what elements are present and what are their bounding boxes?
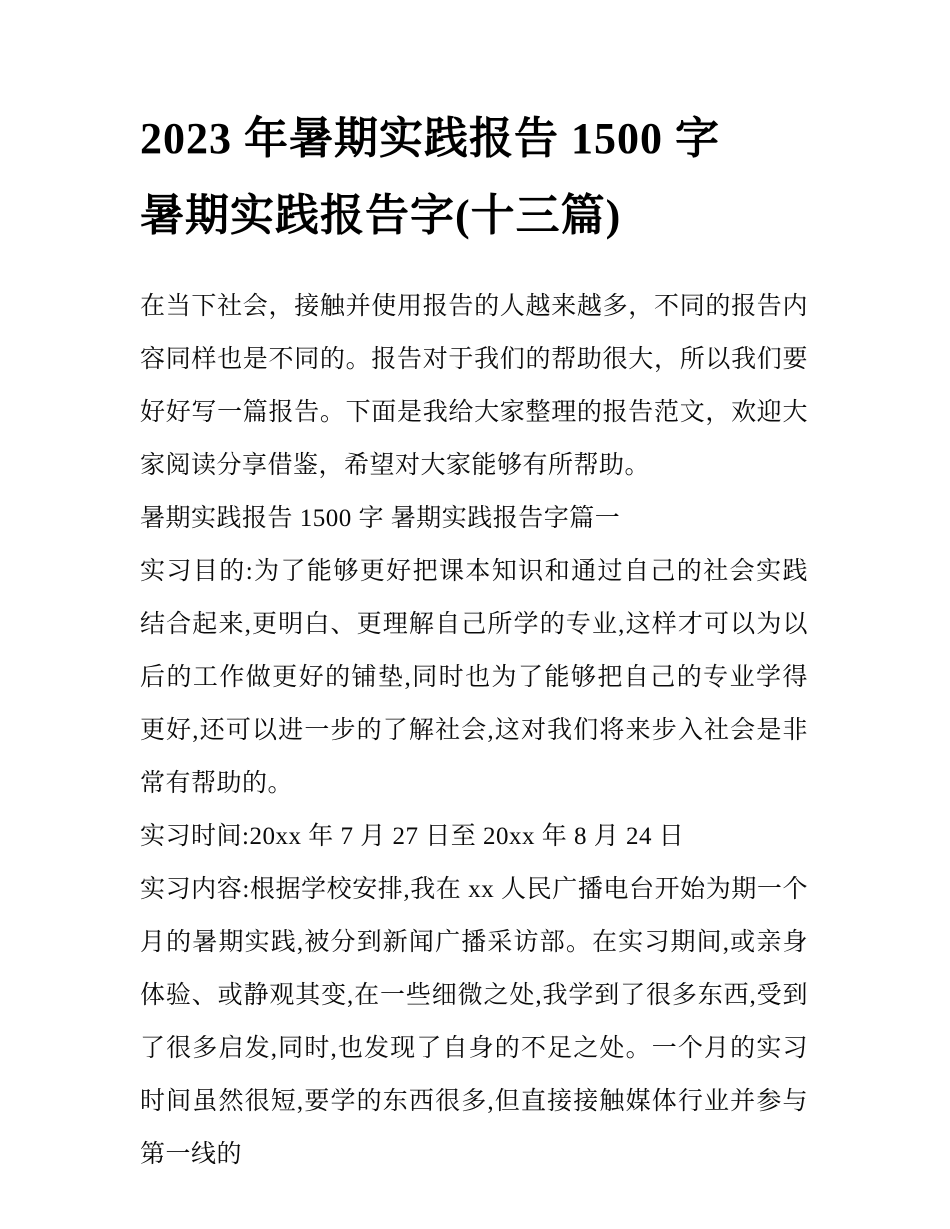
paragraph-internship-purpose: 实习目的:为了能够更好把课本知识和通过自己的社会实践结合起来,更明白、更理解自己所学的专业,这样才可以为以后的工作做更好的铺垫,同时也为了能够把自己的专业学得更好,还可以进一步的了解社会,这对我们将来步入社会是非常有帮助的。	[140, 558, 808, 797]
document-title-line1: 2023 年暑期实践报告 1500 字	[140, 114, 720, 163]
document-title-line2: 暑期实践报告字(十三篇)	[140, 191, 622, 240]
document-body	[140, 280, 808, 1181]
paragraph-section-heading: 暑期实践报告 1500 字 暑期实践报告字篇一	[140, 505, 621, 532]
document-title	[140, 100, 808, 254]
paragraph-internship-time: 实习时间:20xx 年 7 月 27 日至 20xx 年 8 月 24 日	[140, 823, 685, 850]
paragraph-internship-content: 实习内容:根据学校安排,我在 xx 人民广播电台开始为期一个月的暑期实践,被分到新闻广播采访部。在实习期间,或亲身体验、或静观其变,在一些细微之处,我学到了很多东西,受到了很多启发,同时,也发现了自身的不足之处。一个月的实习时间虽然很短,要学的东西很多,但直接接触媒体行业并参与第一线的	[140, 876, 808, 1168]
paragraph-intro: 在当下社会，接触并使用报告的人越来越多，不同的报告内容同样也是不同的。报告对于我们的帮助很大，所以我们要好好写一篇报告。下面是我给大家整理的报告范文，欢迎大家阅读分享借鉴，希望对大家能够有所帮助。	[140, 293, 808, 479]
